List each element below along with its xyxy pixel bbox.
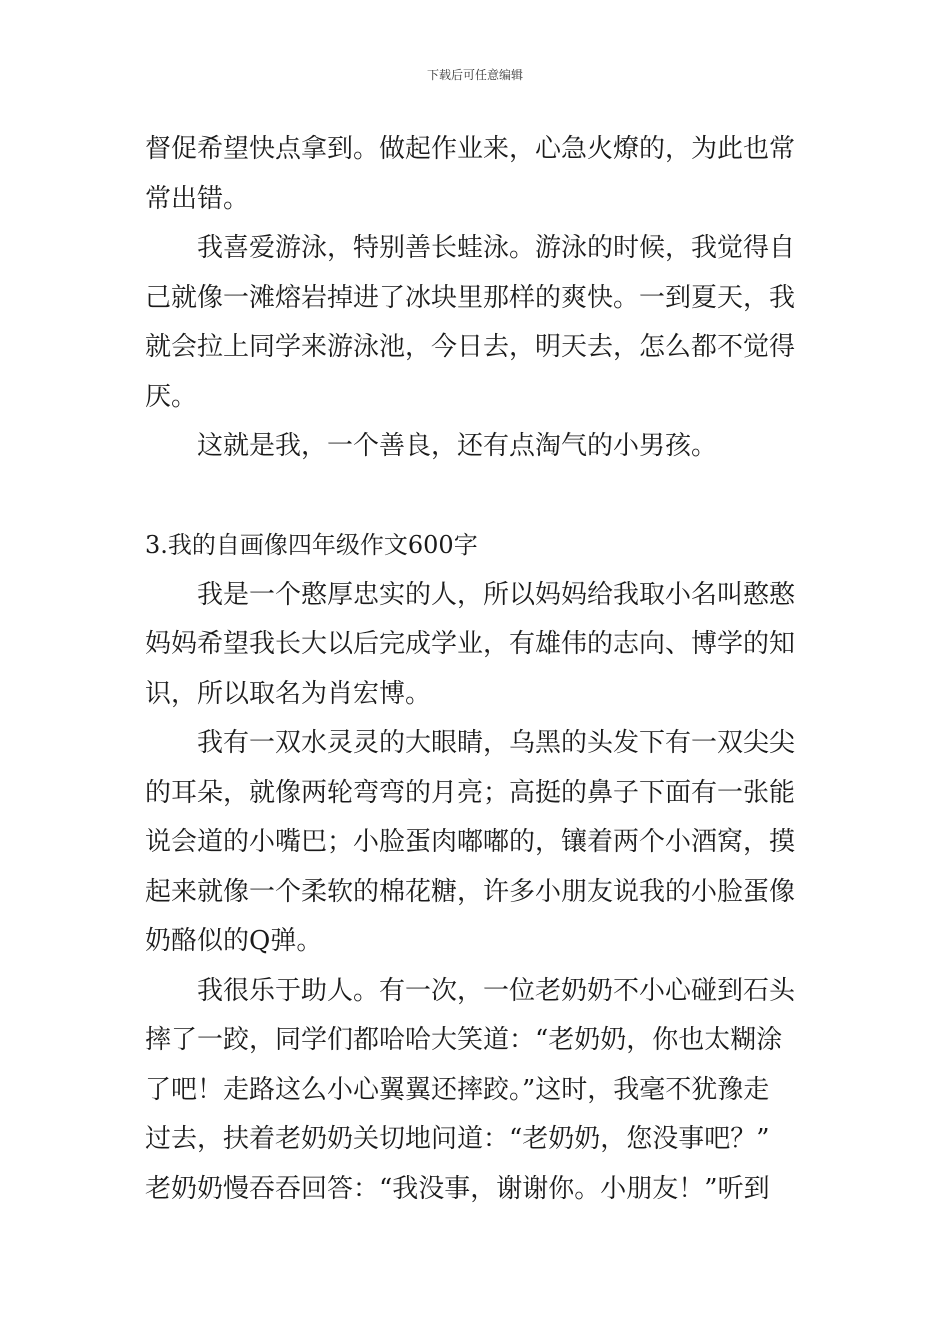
text-line: 识，所以取名为肖宏博。 [145,678,432,709]
text-line: 我喜爱游泳，特别善长蛙泳。游泳的时候，我觉得自 [197,233,796,263]
paragraph-2 [145,224,807,422]
text-line: 的耳朵，就像两轮弯弯的月亮；高挺的鼻子下面有一张能 [145,777,796,808]
text-line: 老奶奶慢吞吞回答：“我没事，谢谢你。小朋友！”听到 [145,1173,770,1204]
paragraph-6 [145,967,807,1215]
paragraph-4 [145,571,807,720]
text-line: 这就是我，一个善良，还有点淘气的小男孩。 [197,431,718,461]
text-line: 我很乐于助人。有一次，一位老奶奶不小心碰到石头 [197,975,796,1006]
text-line: 了吧！走路这么小心翼翼还摔跤。”这时，我毫不犹豫走 [145,1074,770,1105]
text-line: 督促希望快点拿到。做起作业来，心急火燎的，为此也常 [145,134,796,164]
paragraph-3 [145,422,807,472]
text-line: 妈妈希望我长大以后完成学业，有雄伟的志向、博学的知 [145,629,796,659]
text-line: 摔了一跤，同学们都哈哈大笑道：“老奶奶，你也太糊涂 [145,1025,783,1055]
text-line: 说会道的小嘴巴；小脸蛋肉嘟嘟的，镶着两个小酒窝，摸 [145,827,796,857]
text-line: 奶酪似的Q弹。 [145,926,323,956]
text-line: 我有一双水灵灵的大眼睛，乌黑的头发下有一双尖尖 [197,728,796,758]
blank-line [145,472,807,522]
text-line: 过去，扶着老奶奶关切地问道：“老奶奶，您没事吧？” [145,1124,770,1154]
text-line: 常出错。 [145,183,250,214]
text-line: 己就像一滩熔岩掉进了冰块里那样的爽快。一到夏天，我 [145,282,796,313]
text-line: 就会拉上同学来游泳池，今日去，明天去，怎么都不觉得 [145,332,796,362]
text-line: 厌。 [145,381,198,412]
text-line: 起来就像一个柔软的棉花糖，许多小朋友说我的小脸蛋像 [145,876,796,907]
paragraph-1 [145,125,807,224]
paragraph-5 [145,719,807,967]
section-heading: 3.我的自画像四年级作文600字 [145,531,478,559]
document-body [145,125,807,1214]
text-line: 我是一个憨厚忠实的人，所以妈妈给我取小名叫憨憨 [197,579,796,610]
page-header-note: 下载后可任意编辑 [426,68,523,82]
